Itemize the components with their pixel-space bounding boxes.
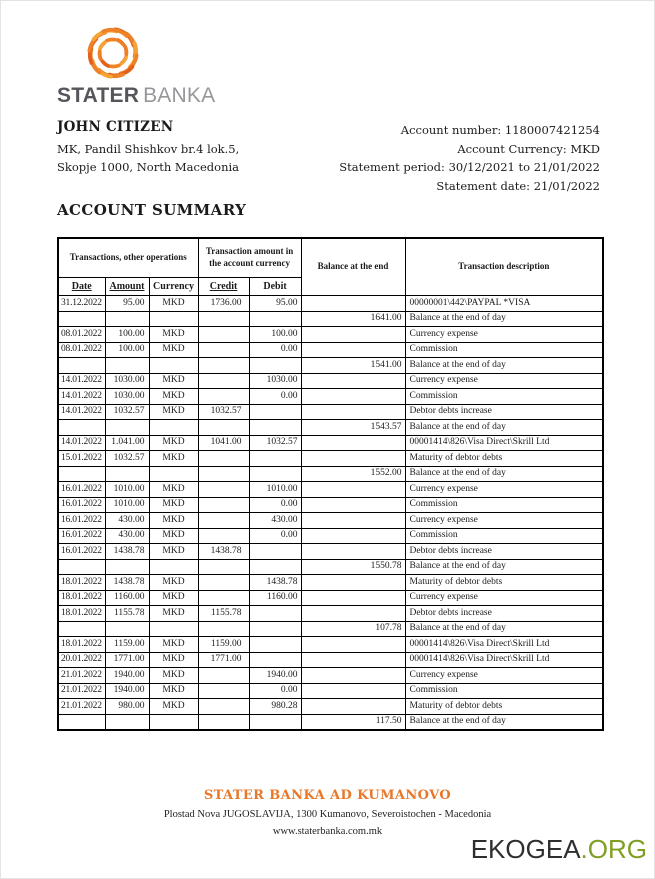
cell-credit — [198, 311, 249, 327]
cell-credit: 1155.78 — [198, 606, 249, 622]
cell-date: 16.01.2022 — [58, 528, 105, 544]
cell-description: Balance at the end of day — [405, 714, 603, 730]
ekogea-watermark — [471, 834, 647, 865]
cell-credit — [198, 590, 249, 606]
cell-credit — [198, 373, 249, 389]
cell-amount: 980.00 — [105, 699, 149, 715]
header-amount-in-currency-group: Transaction amount in the account currency — [198, 238, 301, 278]
cell-amount: 1771.00 — [105, 652, 149, 668]
table-row — [58, 544, 603, 560]
cell-balance — [301, 652, 405, 668]
cell-currency: MKD — [149, 668, 198, 684]
table-row — [58, 606, 603, 622]
cell-date: 15.01.2022 — [58, 451, 105, 467]
cell-amount: 1155.78 — [105, 606, 149, 622]
cell-currency — [149, 358, 198, 374]
cell-currency: MKD — [149, 606, 198, 622]
cell-balance: 1552.00 — [301, 466, 405, 482]
cell-credit — [198, 497, 249, 513]
cell-amount — [105, 466, 149, 482]
cell-description: Currency expense — [405, 513, 603, 529]
cell-debit — [249, 420, 301, 436]
cell-balance — [301, 606, 405, 622]
cell-description: Balance at the end of day — [405, 621, 603, 637]
cell-balance: 107.78 — [301, 621, 405, 637]
cell-currency — [149, 420, 198, 436]
cell-date — [58, 621, 105, 637]
cell-date: 18.01.2022 — [58, 575, 105, 591]
cell-amount — [105, 559, 149, 575]
header-transactions-group: Transactions, other operations — [58, 238, 198, 278]
cell-debit — [249, 544, 301, 560]
cell-debit: 0.00 — [249, 389, 301, 405]
cell-credit — [198, 621, 249, 637]
cell-amount: 1940.00 — [105, 683, 149, 699]
cell-amount: 1010.00 — [105, 497, 149, 513]
table-row — [58, 528, 603, 544]
cell-debit — [249, 606, 301, 622]
table-row — [58, 389, 603, 405]
cell-balance — [301, 699, 405, 715]
cell-description: Commission — [405, 497, 603, 513]
cell-currency: MKD — [149, 482, 198, 498]
cell-balance: 1541.00 — [301, 358, 405, 374]
cell-balance — [301, 296, 405, 312]
cell-currency: MKD — [149, 652, 198, 668]
cell-currency: MKD — [149, 528, 198, 544]
cell-amount: 1940.00 — [105, 668, 149, 684]
cell-date — [58, 311, 105, 327]
cell-debit: 1160.00 — [249, 590, 301, 606]
cell-currency: MKD — [149, 637, 198, 653]
cell-balance — [301, 637, 405, 653]
table-row — [58, 652, 603, 668]
cell-currency — [149, 311, 198, 327]
cell-amount: 430.00 — [105, 528, 149, 544]
table-row — [58, 435, 603, 451]
cell-date: 18.01.2022 — [58, 637, 105, 653]
cell-credit — [198, 668, 249, 684]
cell-debit: 1940.00 — [249, 668, 301, 684]
cell-amount — [105, 420, 149, 436]
cell-balance — [301, 513, 405, 529]
cell-balance — [301, 342, 405, 358]
table-row — [58, 590, 603, 606]
cell-balance — [301, 575, 405, 591]
cell-credit — [198, 714, 249, 730]
cell-balance — [301, 590, 405, 606]
cell-description: Commission — [405, 342, 603, 358]
cell-date: 16.01.2022 — [58, 513, 105, 529]
cell-credit — [198, 513, 249, 529]
statement-table-body — [58, 296, 603, 731]
footer-website: www.staterbanka.com.mk — [272, 826, 383, 837]
cell-amount — [105, 621, 149, 637]
cell-description: Currency expense — [405, 482, 603, 498]
table-row — [58, 296, 603, 312]
cell-currency: MKD — [149, 513, 198, 529]
footer-address: Plostad Nova JUGOSLAVIJA, 1300 Kumanovo, Severoistochen - Macedonia — [163, 809, 492, 820]
statement-period-line: Statement period: 30/12/2021 to 21/01/2022 — [339, 160, 600, 174]
cell-debit: 1030.00 — [249, 373, 301, 389]
table-header-group-row — [58, 238, 603, 278]
cell-debit: 430.00 — [249, 513, 301, 529]
table-row — [58, 311, 603, 327]
cell-description: Balance at the end of day — [405, 358, 603, 374]
cell-description: Debtor debts increase — [405, 606, 603, 622]
cell-credit — [198, 451, 249, 467]
cell-amount — [105, 714, 149, 730]
cell-currency — [149, 621, 198, 637]
account-holder-name: JOHN CITIZEN — [57, 119, 174, 135]
table-row — [58, 575, 603, 591]
table-row — [58, 358, 603, 374]
cell-balance — [301, 435, 405, 451]
cell-description: Balance at the end of day — [405, 311, 603, 327]
cell-credit — [198, 482, 249, 498]
cell-description: Maturity of debtor debts — [405, 451, 603, 467]
bank-logo-swirl-icon — [85, 25, 141, 81]
cell-date: 18.01.2022 — [58, 606, 105, 622]
cell-date: 21.01.2022 — [58, 699, 105, 715]
watermark-tld: .ORG — [580, 834, 647, 864]
table-row — [58, 327, 603, 343]
cell-amount: 1159.00 — [105, 637, 149, 653]
cell-date — [58, 559, 105, 575]
cell-debit — [249, 466, 301, 482]
cell-balance: 1550.78 — [301, 559, 405, 575]
cell-date: 08.01.2022 — [58, 327, 105, 343]
cell-debit: 100.00 — [249, 327, 301, 343]
cell-credit — [198, 699, 249, 715]
cell-description: Balance at the end of day — [405, 420, 603, 436]
cell-description: Balance at the end of day — [405, 559, 603, 575]
cell-currency: MKD — [149, 342, 198, 358]
cell-date: 16.01.2022 — [58, 544, 105, 560]
cell-balance: 1543.57 — [301, 420, 405, 436]
cell-date: 14.01.2022 — [58, 373, 105, 389]
page-footer — [0, 788, 655, 837]
cell-balance — [301, 528, 405, 544]
table-row — [58, 373, 603, 389]
cell-date: 31.12.2022 — [58, 296, 105, 312]
cell-currency — [149, 559, 198, 575]
cell-date: 14.01.2022 — [58, 404, 105, 420]
table-row — [58, 420, 603, 436]
cell-debit: 0.00 — [249, 683, 301, 699]
cell-amount: 1160.00 — [105, 590, 149, 606]
cell-credit — [198, 420, 249, 436]
table-row — [58, 466, 603, 482]
cell-description: Debtor debts increase — [405, 544, 603, 560]
cell-debit — [249, 404, 301, 420]
cell-amount: 1032.57 — [105, 451, 149, 467]
cell-debit: 0.00 — [249, 528, 301, 544]
cell-credit — [198, 342, 249, 358]
footer-bank-name: STATER BANKA AD KUMANOVO — [203, 788, 452, 803]
table-row — [58, 342, 603, 358]
cell-date: 21.01.2022 — [58, 683, 105, 699]
cell-credit — [198, 559, 249, 575]
cell-description: Currency expense — [405, 373, 603, 389]
statement-date-line: Statement date: 21/01/2022 — [436, 178, 600, 193]
cell-debit — [249, 637, 301, 653]
cell-description: Commission — [405, 683, 603, 699]
table-row — [58, 451, 603, 467]
cell-date — [58, 466, 105, 482]
header-balance-at-end: Balance at the end — [301, 238, 405, 296]
cell-balance — [301, 497, 405, 513]
header-amount: Amount — [105, 278, 149, 296]
cell-debit — [249, 311, 301, 327]
cell-debit — [249, 559, 301, 575]
cell-description: Debtor debts increase — [405, 404, 603, 420]
cell-amount: 430.00 — [105, 513, 149, 529]
cell-debit — [249, 621, 301, 637]
cell-balance — [301, 544, 405, 560]
cell-description: Commission — [405, 528, 603, 544]
cell-currency: MKD — [149, 296, 198, 312]
cell-credit — [198, 575, 249, 591]
cell-date: 16.01.2022 — [58, 482, 105, 498]
cell-debit: 1010.00 — [249, 482, 301, 498]
cell-amount — [105, 311, 149, 327]
cell-debit: 1032.57 — [249, 435, 301, 451]
cell-date — [58, 358, 105, 374]
cell-balance — [301, 683, 405, 699]
cell-date: 16.01.2022 — [58, 497, 105, 513]
bank-logo — [57, 25, 215, 108]
account-currency-line: Account Currency: MKD — [457, 141, 600, 156]
cell-currency: MKD — [149, 451, 198, 467]
cell-debit: 980.28 — [249, 699, 301, 715]
cell-description: 00001414\826\Visa Direct\Skrill Ltd — [405, 435, 603, 451]
header-transaction-description: Transaction description — [405, 238, 603, 296]
table-row — [58, 683, 603, 699]
cell-balance — [301, 668, 405, 684]
cell-date: 14.01.2022 — [58, 389, 105, 405]
cell-description: Commission — [405, 389, 603, 405]
account-holder-address-line1: MK, Pandil Shishkov br.4 lok.5, — [57, 142, 240, 156]
cell-debit — [249, 451, 301, 467]
cell-amount: 1030.00 — [105, 389, 149, 405]
header-debit: Debit — [249, 278, 301, 296]
cell-amount — [105, 358, 149, 374]
account-holder-block — [57, 118, 239, 176]
section-title-account-summary: ACCOUNT SUMMARY — [57, 201, 247, 219]
cell-credit — [198, 327, 249, 343]
cell-date: 14.01.2022 — [58, 435, 105, 451]
cell-credit: 1736.00 — [198, 296, 249, 312]
header-currency: Currency — [149, 278, 198, 296]
cell-date: 08.01.2022 — [58, 342, 105, 358]
cell-description: Maturity of debtor debts — [405, 575, 603, 591]
cell-debit: 1438.78 — [249, 575, 301, 591]
cell-credit: 1159.00 — [198, 637, 249, 653]
cell-description: 00001414\826\Visa Direct\Skrill Ltd — [405, 637, 603, 653]
cell-date: 18.01.2022 — [58, 590, 105, 606]
cell-currency: MKD — [149, 435, 198, 451]
bank-name-primary: STATER — [57, 84, 140, 107]
cell-credit: 1438.78 — [198, 544, 249, 560]
cell-amount: 95.00 — [105, 296, 149, 312]
bank-name-secondary: BANKA — [143, 84, 216, 107]
table-row — [58, 497, 603, 513]
cell-currency: MKD — [149, 327, 198, 343]
watermark-name: EKOGEA — [470, 834, 581, 864]
cell-balance — [301, 327, 405, 343]
header-date: Date — [58, 278, 105, 296]
cell-currency: MKD — [149, 497, 198, 513]
cell-amount: 1032.57 — [105, 404, 149, 420]
table-row — [58, 637, 603, 653]
bank-name — [57, 84, 215, 108]
cell-description: Currency expense — [405, 590, 603, 606]
cell-description: Maturity of debtor debts — [405, 699, 603, 715]
cell-currency: MKD — [149, 389, 198, 405]
cell-debit: 0.00 — [249, 342, 301, 358]
cell-currency: MKD — [149, 544, 198, 560]
table-row — [58, 668, 603, 684]
table-row — [58, 699, 603, 715]
cell-date: 20.01.2022 — [58, 652, 105, 668]
cell-debit — [249, 652, 301, 668]
cell-amount: 1.041.00 — [105, 435, 149, 451]
cell-currency: MKD — [149, 404, 198, 420]
cell-balance — [301, 389, 405, 405]
cell-amount: 1030.00 — [105, 373, 149, 389]
cell-balance: 1641.00 — [301, 311, 405, 327]
account-info-block — [339, 121, 600, 195]
header-credit: Credit — [198, 278, 249, 296]
cell-balance: 117.50 — [301, 714, 405, 730]
cell-currency — [149, 714, 198, 730]
cell-description: Currency expense — [405, 327, 603, 343]
cell-balance — [301, 482, 405, 498]
cell-currency: MKD — [149, 683, 198, 699]
cell-date: 21.01.2022 — [58, 668, 105, 684]
cell-amount: 1438.78 — [105, 575, 149, 591]
cell-description: Currency expense — [405, 668, 603, 684]
cell-currency: MKD — [149, 699, 198, 715]
cell-credit — [198, 683, 249, 699]
cell-debit: 0.00 — [249, 497, 301, 513]
cell-currency — [149, 466, 198, 482]
account-holder-address-line2: Skopje 1000, North Macedonia — [57, 160, 240, 174]
table-row — [58, 404, 603, 420]
table-row — [58, 559, 603, 575]
cell-credit — [198, 528, 249, 544]
cell-description: 00001414\826\Visa Direct\Skrill Ltd — [405, 652, 603, 668]
cell-amount: 100.00 — [105, 327, 149, 343]
cell-balance — [301, 373, 405, 389]
cell-credit: 1041.00 — [198, 435, 249, 451]
cell-amount: 1010.00 — [105, 482, 149, 498]
cell-date — [58, 714, 105, 730]
cell-amount: 1438.78 — [105, 544, 149, 560]
cell-balance — [301, 451, 405, 467]
cell-currency: MKD — [149, 373, 198, 389]
cell-credit — [198, 389, 249, 405]
table-row — [58, 513, 603, 529]
cell-credit: 1771.00 — [198, 652, 249, 668]
statement-table — [57, 237, 604, 731]
cell-balance — [301, 404, 405, 420]
cell-amount: 100.00 — [105, 342, 149, 358]
cell-credit: 1032.57 — [198, 404, 249, 420]
cell-credit — [198, 466, 249, 482]
cell-description: Balance at the end of day — [405, 466, 603, 482]
table-row — [58, 714, 603, 730]
table-row — [58, 482, 603, 498]
cell-credit — [198, 358, 249, 374]
cell-date — [58, 420, 105, 436]
cell-debit — [249, 358, 301, 374]
cell-currency: MKD — [149, 575, 198, 591]
account-number-line: Account number: 1180007421254 — [400, 123, 600, 137]
cell-currency: MKD — [149, 590, 198, 606]
cell-description: 00000001\442\PAYPAL *VISA — [405, 296, 603, 312]
table-row — [58, 621, 603, 637]
cell-debit: 95.00 — [249, 296, 301, 312]
cell-debit — [249, 714, 301, 730]
